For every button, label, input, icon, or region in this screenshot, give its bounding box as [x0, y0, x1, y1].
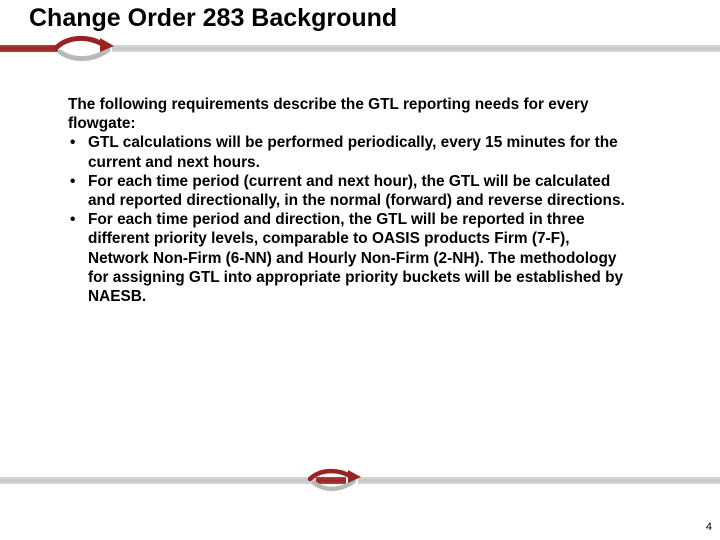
requirements-list — [68, 133, 628, 306]
list-item — [68, 133, 628, 171]
list-item-text: For each time period and direction, the GTL will be reported in three different priority levels, comparable to OASIS products Firm (7-F), Network Non-Firm (6-NN) and Hourly Non-Firm (2-NH). The methodology for assigning GTL into appropriate priority buckets will be established by NAESB. — [88, 211, 624, 306]
top-divider-grey-segment — [112, 45, 720, 52]
bullet-icon: • — [70, 172, 76, 190]
bullet-icon: • — [70, 211, 76, 229]
swirl-arrow-icon — [306, 466, 364, 494]
list-item-text: For each time period (current and next hour), the GTL will be calculated and reported directionally, in the normal (forward) and reverse directions. — [88, 172, 625, 210]
bottom-divider-grey-right-segment — [358, 477, 720, 484]
bullet-icon: • — [70, 134, 76, 152]
page-number: 4 — [705, 521, 712, 533]
intro-text: The following requirements describe the GTL reporting needs for every flowgate: — [68, 96, 589, 133]
swirl-arrow-icon — [52, 34, 118, 64]
list-item — [68, 210, 628, 306]
content-block — [68, 95, 628, 306]
list-item-text: GTL calculations will be performed periodically, every 15 minutes for the current and next hours. — [88, 134, 618, 171]
bottom-divider-grey-left-segment — [0, 477, 316, 484]
slide-title: Change Order 283 Background — [29, 4, 398, 32]
list-item — [68, 172, 628, 210]
top-divider-red-segment — [0, 45, 58, 52]
